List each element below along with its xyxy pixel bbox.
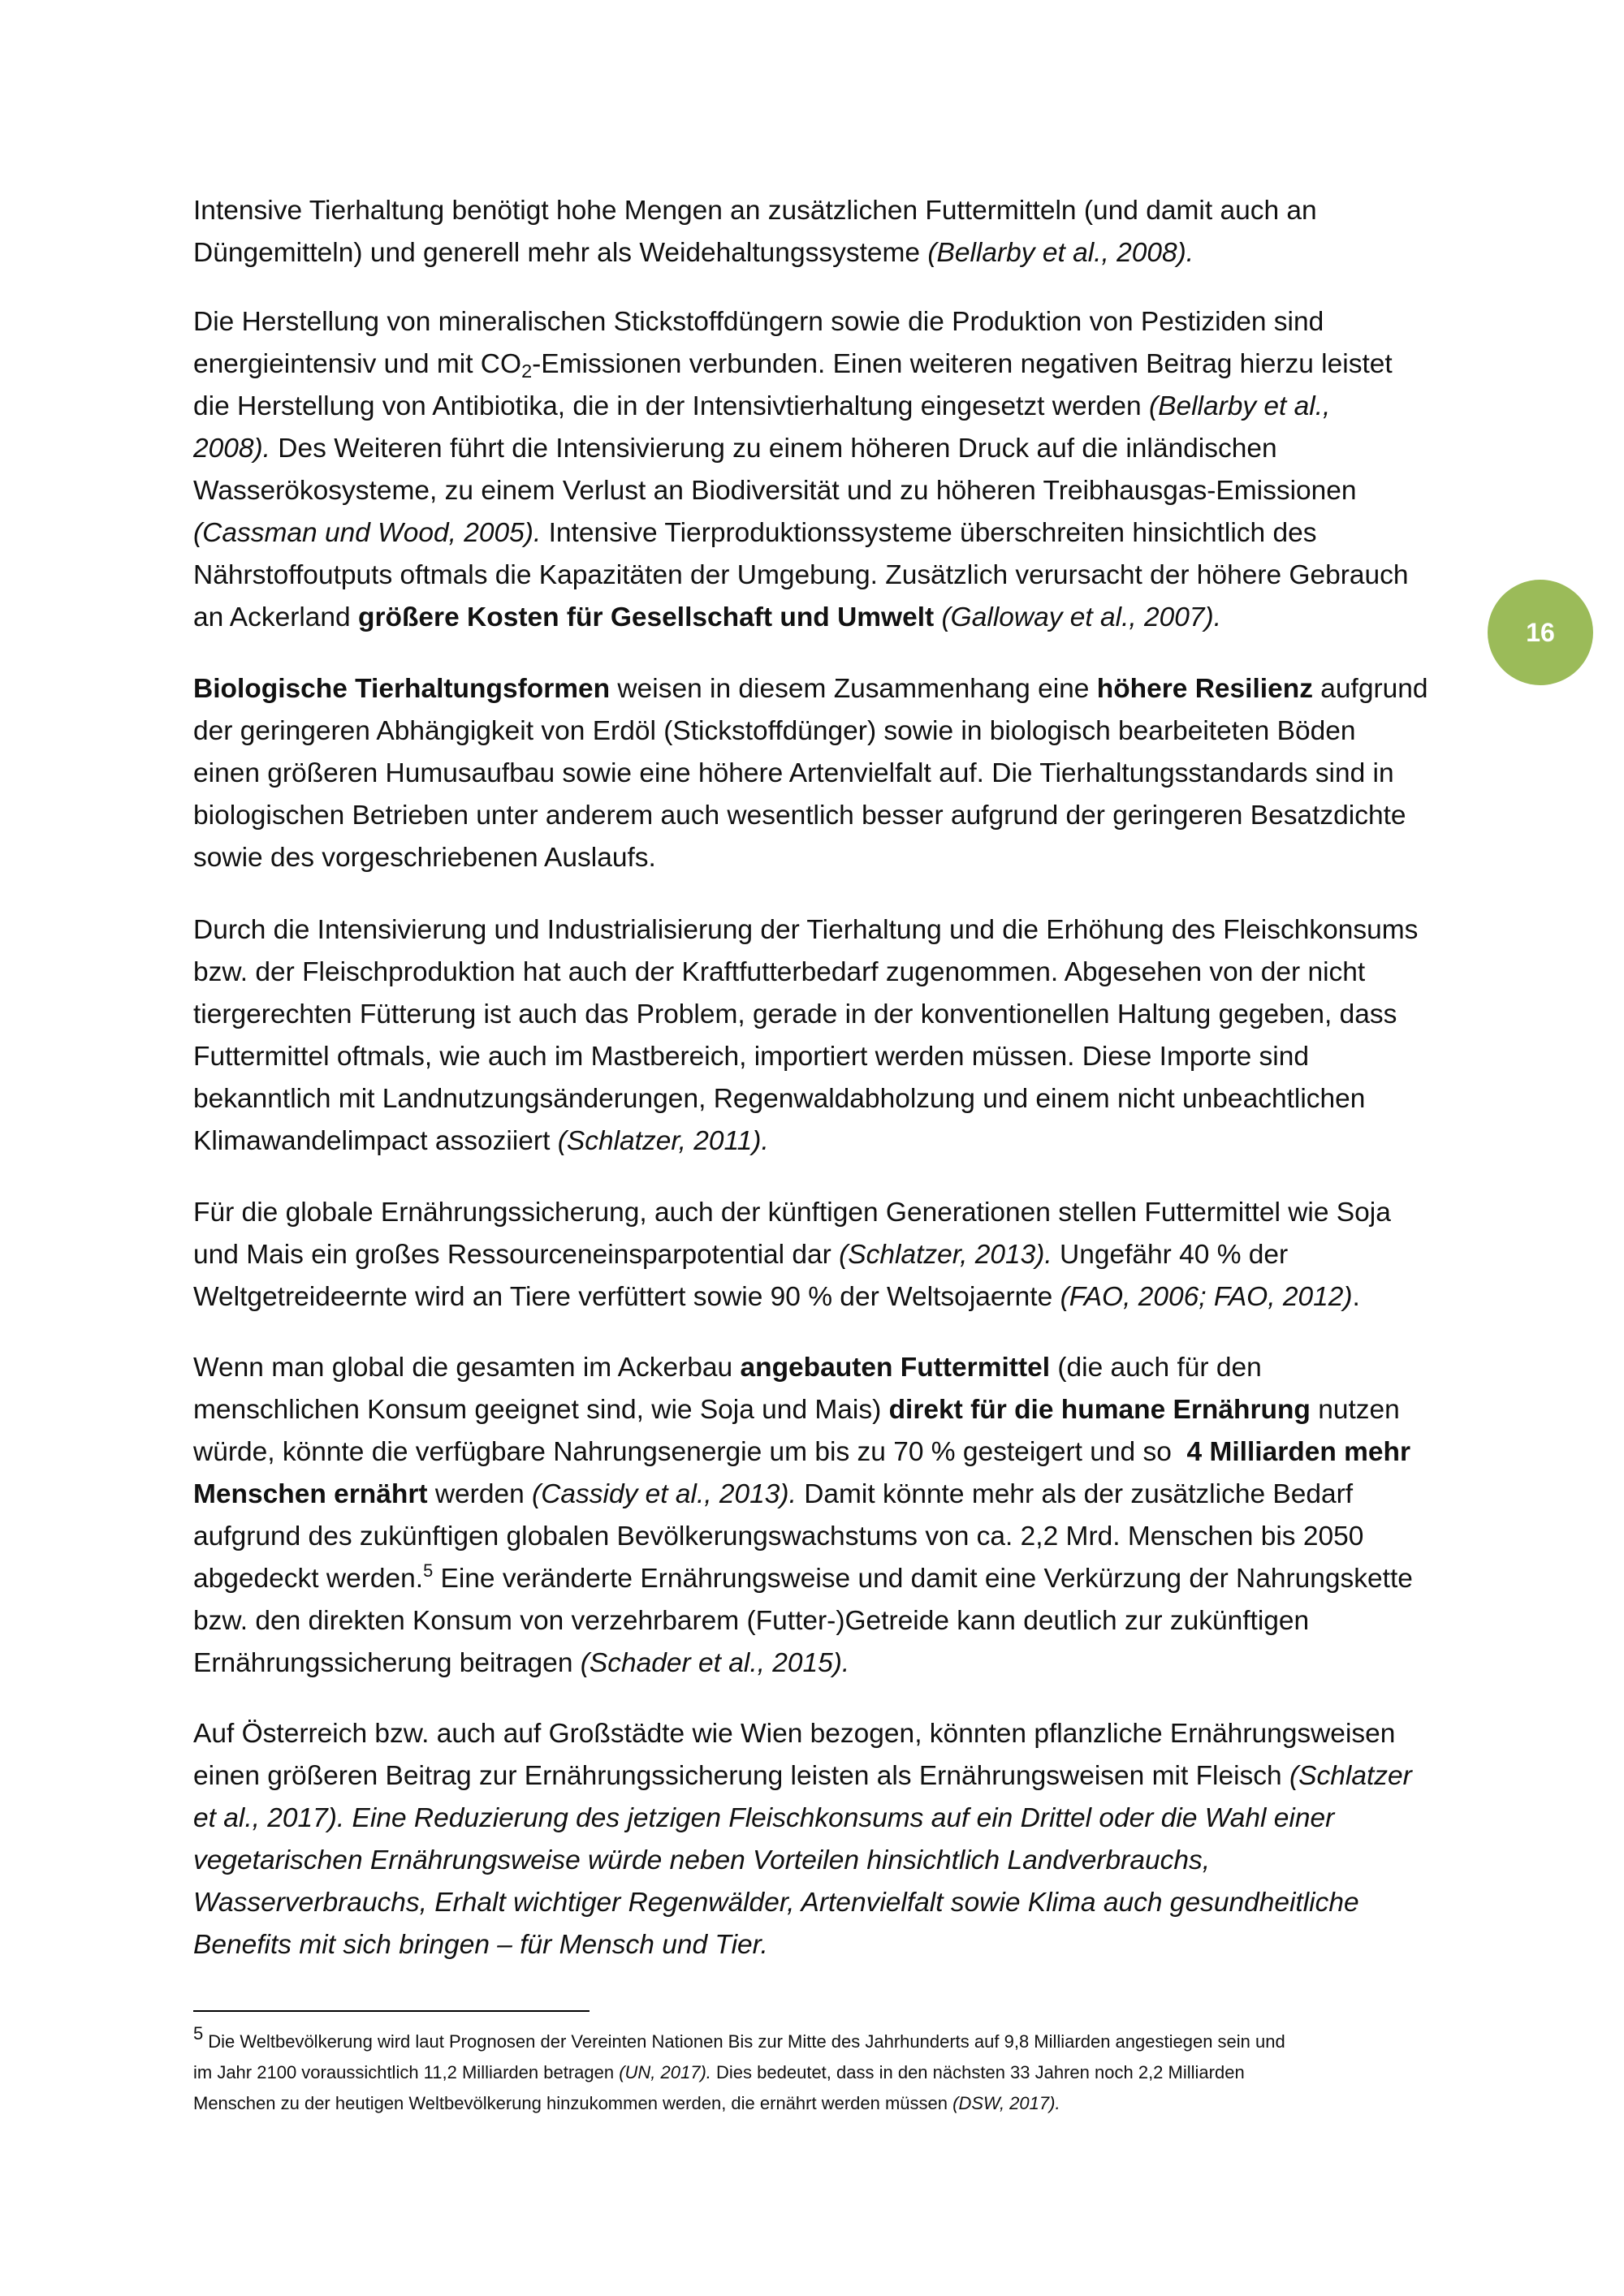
p6-text: Eine veränderte Ernährungsweise und damit eine Verkürzung der Nahrungskette [433, 1564, 1413, 1594]
co2-subscript: 2 [521, 360, 533, 382]
p2-line-8 [193, 597, 1460, 639]
emphasis: 4 Milliarden mehr [1186, 1437, 1411, 1467]
footnote-reference[interactable]: 5 [423, 1560, 434, 1581]
p5-text: . [1352, 1282, 1360, 1312]
p7-line-3: et al., 2017). Eine Reduzierung des jetzigen Fleischkonsums auf ein Drittel oder die Wahl einer [193, 1803, 1335, 1833]
p6-line-6 [193, 1558, 1460, 1600]
p5-text: Weltgetreideernte wird an Tiere verfüttert sowie 90 % der Weltsojaernte [193, 1282, 1060, 1312]
p5-text: Ungefähr 40 % der [1052, 1240, 1289, 1270]
p4-line-2: bzw. der Fleischproduktion hat auch der Kraftfutterbedarf zugenommen. Abgesehen von der nicht [193, 957, 1366, 987]
p2-line-5: Wasserökosysteme, zu einem Verlust an Biodiversität und zu höheren Treibhausgas-Emissionen [193, 476, 1357, 506]
p6-text: Ernährungssicherung beitragen [193, 1648, 581, 1678]
p6-text: würde, könnte die verfügbare Nahrungsenergie um bis zu 70 % gesteigert und so [193, 1437, 1187, 1467]
paragraph-5 [193, 1192, 1460, 1318]
paragraph-1 [193, 190, 1460, 274]
p1-line-2 [193, 232, 1460, 274]
p3-line-2: der geringeren Abhängigkeit von Erdöl (Stickstoffdünger) sowie in biologisch bearbeiteten Böden [193, 716, 1356, 746]
p1-line-1: Intensive Tierhaltung benötigt hohe Mengen an zusätzlichen Futtermitteln (und damit auch an [193, 196, 1317, 226]
p7-line-1: Auf Österreich bzw. auch auf Großstädte wie Wien bezogen, könnten pflanzliche Ernährungsweisen [193, 1719, 1396, 1749]
p6-text: menschlichen Konsum geeignet sind, wie Soja und Mais) [193, 1395, 889, 1425]
emphasis: höhere Resilienz [1096, 674, 1313, 704]
p6-line-7: bzw. den direkten Konsum von verzehrbarem (Futter-)Getreide kann deutlich zur zukünftigen [193, 1606, 1310, 1636]
p2-text: die Herstellung von Antibiotika, die in der Intensivtierhaltung eingesetzt werden [193, 391, 1149, 421]
p3-line-4: biologischen Betrieben unter anderem auch wesentlich besser aufgrund der geringeren Besatzdichte [193, 801, 1406, 831]
p3-text: aufgrund [1312, 674, 1428, 704]
p5-line-2 [193, 1234, 1460, 1276]
p6-text: (die auch für den [1050, 1353, 1262, 1383]
citation: (Bellarby et al., 2008). [927, 238, 1194, 268]
emphasis: angebauten Futtermittel [740, 1353, 1051, 1383]
p4-line-4: Futtermittel oftmals, wie auch im Mastbereich, importiert werden müssen. Diese Importe sind [193, 1042, 1309, 1072]
footnote [193, 2023, 1460, 2119]
emphasis: größere Kosten für Gesellschaft und Umwelt [358, 602, 935, 632]
citation: (DSW, 2017). [952, 2093, 1060, 2113]
p2-text [934, 602, 941, 632]
p2-text: energieintensiv und mit CO [193, 349, 522, 379]
emphasis: direkt für die humane Ernährung [888, 1395, 1311, 1425]
footnote-separator [193, 2010, 590, 2012]
footnote-text: im Jahr 2100 voraussichtlich 11,2 Milliarden betragen [193, 2062, 620, 2082]
p3-line-1 [193, 668, 1460, 710]
p5-line-3 [193, 1276, 1460, 1318]
paragraph-4 [193, 909, 1460, 1163]
p4-line-5: bekanntlich mit Landnutzungsänderungen, Regenwaldabholzung und einem nicht unbeachtlichen [193, 1084, 1366, 1114]
p4-text: Klimawandelimpact assoziiert [193, 1126, 558, 1156]
footnote-line-2 [193, 2057, 1460, 2088]
p4-line-3: tiergerechten Fütterung ist auch das Problem, gerade in der konventionellen Haltung gegeben, dass [193, 999, 1397, 1029]
citation: (Schlatzer, 2011). [557, 1126, 769, 1156]
p7-line-6: Benefits mit sich bringen – für Mensch und Tier. [193, 1930, 768, 1960]
p7-line-5: Wasserverbrauchs, Erhalt wichtiger Regenwälder, Artenvielfalt sowie Klima auch gesundheitliche [193, 1888, 1359, 1918]
p3-line-3: einen größeren Humusaufbau sowie eine höhere Artenvielfalt auf. Die Tierhaltungsstandards sind in [193, 758, 1394, 788]
p3-text: weisen in diesem Zusammenhang eine [610, 674, 1097, 704]
p6-text: nutzen [1310, 1395, 1400, 1425]
paragraph-2 [193, 301, 1460, 639]
footnote-text: Menschen zu der heutigen Weltbevölkerung hinzukommen werden, die ernährt werden müssen [193, 2093, 953, 2113]
p5-text: und Mais ein großes Ressourceneinsparpotential dar [193, 1240, 840, 1270]
emphasis: Menschen ernährt [193, 1479, 428, 1509]
p2-line-1: Die Herstellung von mineralischen Stickstoffdüngern sowie die Produktion von Pestiziden sind [193, 307, 1324, 337]
citation: (Schader et al., 2015). [580, 1648, 850, 1678]
p2-line-6 [193, 512, 1460, 555]
p6-line-4 [193, 1474, 1460, 1516]
footnote-number: 5 [193, 2023, 204, 2044]
p3-line-5: sowie des vorgeschriebenen Auslaufs. [193, 843, 656, 873]
citation: (Cassman und Wood, 2005). [193, 518, 542, 548]
p6-text: abgedeckt werden. [193, 1564, 424, 1594]
p4-line-6 [193, 1120, 1460, 1163]
p6-line-3 [193, 1431, 1460, 1474]
paragraph-7 [193, 1713, 1460, 1966]
citation: (Galloway et al., 2007). [941, 602, 1222, 632]
p6-text: werden [427, 1479, 533, 1509]
p4-line-1: Durch die Intensivierung und Industrialisierung der Tierhaltung und die Erhöhung des Fleischkonsums [193, 915, 1419, 945]
p6-text: Damit könnte mehr als der zusätzliche Bedarf [796, 1479, 1354, 1509]
p7-line-4: vegetarischen Ernährungsweise würde neben Vorteilen hinsichtlich Landverbrauchs, [193, 1845, 1211, 1875]
p6-text: Wenn man global die gesamten im Ackerbau [193, 1353, 741, 1383]
footnote-text: Die Weltbevölkerung wird laut Prognosen der Vereinten Nationen Bis zur Mitte des Jahrhunderts auf 9,8 Milliarden angestiegen sein und [208, 2031, 1285, 2052]
page-number-badge: 16 [1488, 580, 1593, 685]
citation: (FAO, 2006; FAO, 2012) [1060, 1282, 1353, 1312]
p2-text: an Ackerland [193, 602, 358, 632]
p2-text: Des Weiteren führt die Intensivierung zu einem höheren Druck auf die inländischen [270, 434, 1277, 464]
citation: (Cassidy et al., 2013). [532, 1479, 797, 1509]
p6-line-2 [193, 1389, 1460, 1431]
footnote-text: Dies bedeutet, dass in den nächsten 33 Jahren noch 2,2 Milliarden [710, 2062, 1245, 2082]
p2-line-4 [193, 428, 1460, 470]
p6-line-8 [193, 1642, 1460, 1685]
citation: 2008). [193, 434, 270, 464]
emphasis: Biologische Tierhaltungsformen [193, 674, 611, 704]
paragraph-6 [193, 1347, 1460, 1685]
p2-line-3 [193, 386, 1460, 428]
citation: (UN, 2017). [619, 2062, 711, 2082]
p2-text: Intensive Tierproduktionssysteme überschreiten hinsichtlich des [541, 518, 1317, 548]
citation: (Schlatzer, 2013). [839, 1240, 1052, 1270]
footnote-line-3 [193, 2088, 1460, 2119]
paragraph-3 [193, 668, 1460, 879]
citation: (Schlatzer [1289, 1761, 1412, 1791]
p2-text: -Emissionen verbunden. Einen weiteren negativen Beitrag hierzu leistet [532, 349, 1393, 379]
p2-line-2 [193, 343, 1460, 386]
p2-line-7: Nährstoffoutputs oftmals die Kapazitäten der Umgebung. Zusätzlich verursacht der höhere Gebrauch [193, 560, 1409, 590]
p7-line-2 [193, 1755, 1460, 1798]
p5-line-1: Für die globale Ernährungssicherung, auch der künftigen Generationen stellen Futtermittel wie Soja [193, 1198, 1391, 1228]
citation: (Bellarby et al., [1148, 391, 1331, 421]
p6-line-1 [193, 1347, 1460, 1389]
p1-text: Düngemitteln) und generell mehr als Weidehaltungssysteme [193, 238, 928, 268]
p6-line-5: aufgrund des zukünftigen globalen Bevölkerungswachstums von ca. 2,2 Mrd. Menschen bis 2050 [193, 1521, 1364, 1552]
p7-text: einen größeren Beitrag zur Ernährungssicherung leisten als Ernährungsweisen mit Fleisch [193, 1761, 1289, 1791]
footnote-line-1 [193, 2023, 1460, 2057]
